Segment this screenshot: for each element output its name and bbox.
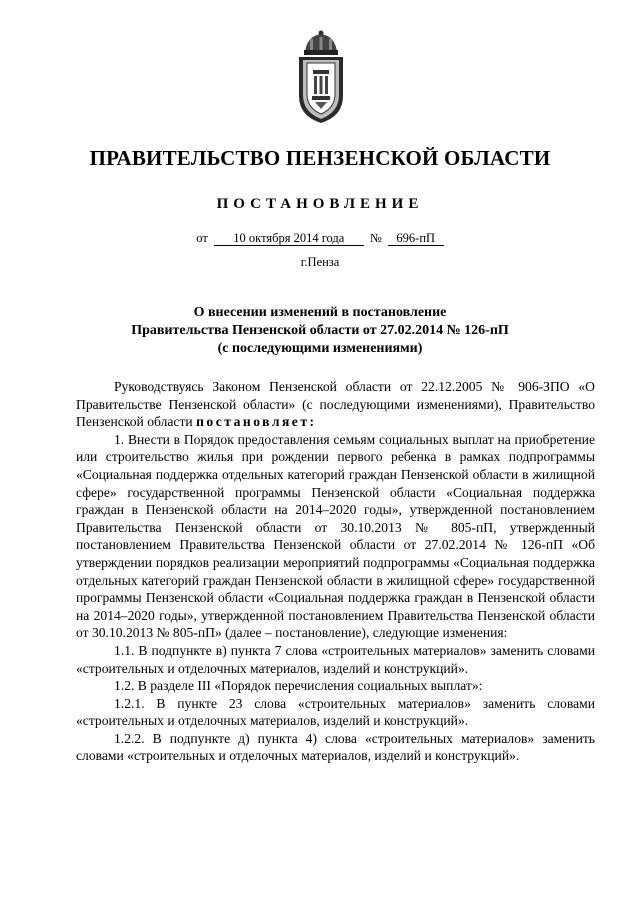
preamble-paragraph [76, 378, 595, 431]
date-prefix: от [196, 231, 208, 245]
document-body [76, 378, 595, 765]
coat-of-arms-emblem [293, 30, 349, 126]
document-type: ПОСТАНОВЛЕНИЕ [216, 196, 424, 212]
paragraph-1-2-2: 1.2.2. В подпункте д) пункта 4) слова «строительных материалов» заменить словами «строительных и отделочных материалов, изделий и конструкций». [76, 730, 595, 764]
document-heading [110, 304, 530, 358]
number-sign: № [369, 231, 382, 245]
resolves-word: постановляет: [196, 414, 317, 430]
date-number-line [0, 231, 640, 246]
city: г.Пенза [300, 255, 340, 269]
heading-line: (с последующими изменениями) [217, 341, 423, 356]
paragraph-1-1: 1.1. В подпункте в) пункта 7 слова «строительных материалов» заменить словами «строительных и отделочных материалов, изделий и конструкций». [76, 642, 595, 676]
heading-line: О внесении изменений в постановление [193, 305, 447, 320]
paragraph-1-2-1: 1.2.1. В пункте 23 слова «строительных материалов» заменить словами «строительных и отделочных материалов, изделий и конструкций». [76, 695, 595, 729]
document-number: 696-пП [388, 231, 444, 246]
heading-line: Правительства Пензенской области от 27.02.2014 № 126-пП [131, 323, 509, 338]
paragraph-1: 1. Внести в Порядок предоставления семьям социальных выплат на приобретение или строительство жилья при рождении первого ребенка в рамках подпрограммы «Социальная поддержка отдельных категорий граждан Пензенской области в жилищной сфере» государственной программы Пензенской области «Социальная поддержка граждан в Пензенской области на 2014–2020 годы», утвержденной постановлением Правительства Пензенской области от 30.10.2013 № 805-пП, утвержденный постановлением Правительства Пензенской области от 27.02.2014 № 126-пП «Об утверждении порядков реализации мероприятий подпрограммы «Социальная поддержка отдельных категорий граждан Пензенской области в жилищной сфере» государственной программы Пензенской области «Социальная поддержка граждан в Пензенской области на 2014–2020 годы», утвержденной постановлением Правительства Пензенской области от 30.10.2013 № 805-пП» (далее – постановление), следующие изменения: [76, 431, 595, 641]
document-date: 10 октября 2014 года [214, 231, 364, 246]
government-title: ПРАВИТЕЛЬСТВО ПЕНЗЕНСКОЙ ОБЛАСТИ [89, 146, 551, 170]
preamble-text: Руководствуясь Законом Пензенской области от 22.12.2005 № 906-ЗПО «О Правительстве Пензенской области» (с последующими изменениями), Правительство Пензенской области [76, 379, 595, 430]
paragraph-1-2: 1.2. В разделе III «Порядок перечисления социальных выплат»: [114, 678, 483, 694]
